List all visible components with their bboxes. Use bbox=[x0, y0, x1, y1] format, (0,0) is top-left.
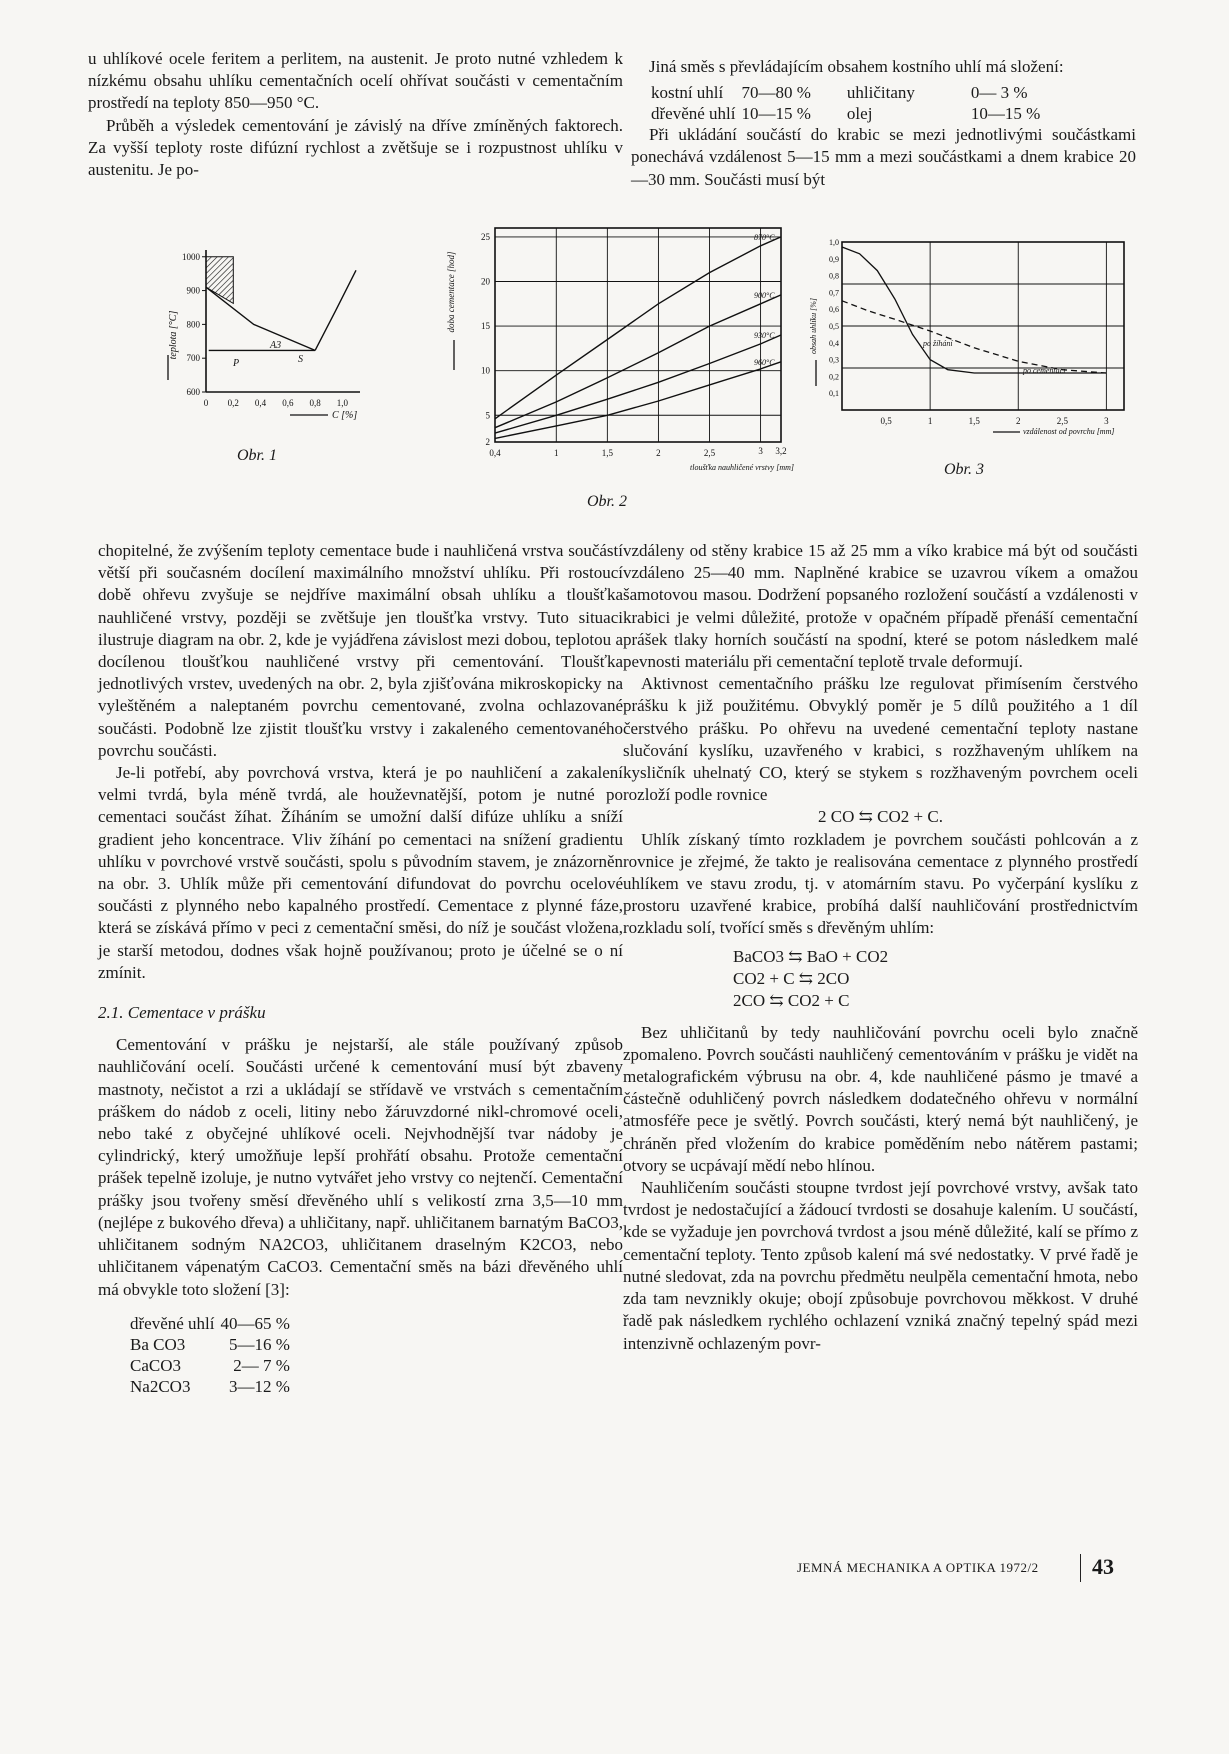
label-s: S bbox=[298, 354, 303, 365]
table-cell: Ba CO3 bbox=[130, 1334, 186, 1354]
hatched-region bbox=[206, 257, 233, 304]
table-cell: 70—80 % bbox=[741, 83, 811, 103]
column-top-left bbox=[88, 48, 623, 181]
column-bottom-left bbox=[98, 540, 623, 1397]
label-a3: A3 bbox=[270, 340, 282, 351]
table-cell: 0— 3 % bbox=[970, 83, 1028, 103]
y-tick-label: 0,7 bbox=[829, 288, 839, 298]
y-tick-label: 0,4 bbox=[829, 338, 839, 348]
table-cell: 3—12 % bbox=[229, 1376, 290, 1396]
column-bottom-right bbox=[623, 540, 1138, 1355]
y-tick-label: 0,8 bbox=[829, 271, 839, 281]
paragraph: Bez uhličitanů by tedy nauhličování povrchu oceli bylo značně zpomaleno. Povrch součásti nauhličený cementováním v prášku je vidět na metalografickém výbrusu na obr. 4, kde nauhličené pásmo je tmavé a částečně oduhličený povrch následkem dodatečného ohřevu v normální atmosféře pece je světlý. Povrch součásti, který nemá být nauhličený, je chráněn před vložením do krabice poměděním nebo nátěrem pastami; otvory se ucpávají mědí nebo hlínou. bbox=[623, 1022, 1138, 1175]
series-line bbox=[842, 247, 1106, 373]
table-cell: 40—65 % bbox=[220, 1313, 290, 1333]
footer-divider bbox=[1080, 1554, 1081, 1582]
paragraph: Při ukládání součástí do krabic se mezi jednotlivými součástkami ponechává vzdálenost 5—15 mm a mezi součástkami a dnem krabice 20—30 mm. Součásti musí být bbox=[631, 125, 1136, 189]
label-p: P bbox=[233, 358, 240, 369]
x-tick-label: 2,5 bbox=[703, 448, 716, 458]
x-axis-label: C [%] bbox=[332, 410, 358, 421]
x-tick-label: 3 bbox=[1104, 416, 1109, 426]
paragraph: Nauhličením součásti stoupne tvrdost její povrchové vrstvy, avšak tato tvrdost je nedostačující a žádoucí tvrdosti se dosahuje kalením. U součástí, kde se vyžaduje jen povrchová tvrdost a jsou méně důležité, kalí se přímo z cementační teploty. Tento způsob kalení má své nedostatky. V prvé řadě je nutné sledovat, zda na povrchu předmětu neulpěla cementační hmota, nebo zda tam nevznikly okuje; obojí způsobuje povrchovou měkkost. V druhé řadě pak následkem rychlého ochlazení vzniká značný tepelný spád mezi intenzivně ochlazeným povr- bbox=[623, 1178, 1138, 1353]
y-tick-label: 0,5 bbox=[829, 322, 839, 331]
y-tick-label: 5 bbox=[485, 410, 490, 421]
figure-2 bbox=[440, 222, 800, 497]
y-tick-label: 900 bbox=[186, 285, 200, 296]
equation: 2CO ⇆ CO2 + C bbox=[733, 990, 850, 1010]
table-cell: dřevěné uhlí bbox=[651, 104, 736, 124]
figure-3-caption: Obr. 3 bbox=[944, 461, 985, 478]
paragraph: Jiná směs s převládajícím obsahem kostního uhlí má složení: bbox=[649, 57, 1064, 76]
x-tick-label: 1 bbox=[927, 416, 933, 426]
x-tick-label: 3 bbox=[758, 446, 763, 456]
x-tick-label: 0 bbox=[203, 398, 209, 408]
table-row bbox=[130, 1376, 296, 1397]
column-top-right bbox=[631, 56, 1136, 191]
y-tick-label: 0,9 bbox=[829, 254, 839, 264]
y-tick-label: 1,0 bbox=[829, 238, 839, 247]
series-label: 900°C bbox=[754, 290, 775, 300]
y-tick-label: 15 bbox=[481, 321, 490, 332]
x-tick-label: 1,0 bbox=[336, 398, 348, 408]
equation-group bbox=[733, 946, 1138, 1012]
y-tick-label: 20 bbox=[481, 276, 490, 287]
x-tick-label: 0,6 bbox=[282, 398, 294, 408]
x-tick-label: 0,5 bbox=[880, 416, 892, 426]
table-row bbox=[651, 103, 1046, 124]
section-heading: 2.1. Cementace v prášku bbox=[98, 1003, 266, 1023]
x-tick-label: 1,5 bbox=[601, 448, 613, 458]
y-tick-label: 0,3 bbox=[829, 355, 839, 365]
x-axis-label: vzdálenost od povrchu [mm] bbox=[1023, 427, 1115, 436]
x-tick-label: 0,4 bbox=[489, 448, 501, 458]
table-row bbox=[130, 1313, 296, 1334]
figure-1 bbox=[160, 240, 370, 445]
figure-3-chart bbox=[808, 236, 1138, 456]
series-line bbox=[495, 237, 781, 419]
paragraph: Je-li potřebí, aby povrchová vrstva, která je po nauhličení a zakalení velmi tvrdá, byla méně tvrdá, ale houževnatější, potom je nutné po cementaci součást žíhat. Žíháním se umožní další difúze uhlíku a sníží gradient jeho koncentrace. Vliv žíhání po cementaci na snížení gradientu uhlíku v povrchové vrstvě součásti, spolu s původním stavem, je znázorněn na obr. 3. Uhlík může při cementování difundovat do povrchu ocelové součásti z plynného nebo kapalného prostředí. Cementace z plynné fáze, která se získává přímo v peci z cementační směsi, do níž je součást vložena, je starší metodou, dodnes však hojně používanou; proto je účelné se o ní zmínit. bbox=[98, 763, 623, 982]
paragraph: Průběh a výsledek cementování je závislý na dříve zmíněných faktorech. Za vyšší teploty roste difúzní rychlost a zvětšuje se i rozpustnost uhlíku v austenitu. Je po- bbox=[88, 115, 623, 180]
equation: BaCO3 ⇆ BaO + CO2 bbox=[733, 946, 889, 966]
x-tick-label: 0,4 bbox=[254, 398, 267, 408]
x-tick-label: 3,2 bbox=[775, 446, 787, 456]
table-cell: kostní uhlí bbox=[651, 83, 724, 103]
figure-3 bbox=[808, 236, 1138, 461]
y-tick-label: 700 bbox=[186, 353, 200, 364]
mixture-table bbox=[130, 1313, 296, 1397]
series-line bbox=[315, 270, 356, 350]
table-row bbox=[130, 1355, 296, 1376]
table-cell: olej bbox=[846, 104, 873, 124]
series-line bbox=[495, 295, 781, 428]
mixture-table bbox=[651, 82, 1046, 124]
series-line bbox=[842, 301, 1106, 373]
y-tick-label: 2 bbox=[485, 437, 490, 447]
table-cell: CaCO3 bbox=[130, 1355, 181, 1375]
x-tick-label: 0,8 bbox=[309, 398, 321, 408]
paragraph: Cementování v prášku je nejstarší, ale stále používaný způsob nauhličování ocelí. Součásti určené k cementování musí být zbaveny mastnoty, nečistot a rzi a ukládají se střídavě ve vrstvách s cementačním práškem do nádob z oceli, litiny nebo žáruvzdorné nikl-chromové oceli, nebo také z obyčejné uhlíkové oceli. Nejvhodnější tvar nádoby je cylindrický, který umožňuje lepší prohřátí obsahu. Protože cementační prášek tepelně izoluje, je nutno vytvářet jeho vrstvy co nejtenčí. Cementační prášky jsou tvořeny směsí dřevěného uhlí s velikostí zrna 3,5—10 mm (nejlépe z bukového dřeva) a uhličitany, např. uhličitanem barnatým BaCO3, uhličitanem sodným NA2CO3, uhličitanem draselným K2CO3, nebo uhličitanem vápenatým CaCO3. Cementační směs na bázi dřevěného uhlí má obvykle toto složení [3]: bbox=[98, 1035, 623, 1299]
y-tick-label: 800 bbox=[186, 319, 200, 330]
x-tick-label: 1 bbox=[554, 448, 559, 458]
equation: 2 CO ⇆ CO2 + C. bbox=[818, 807, 943, 827]
figure-1-chart bbox=[160, 240, 370, 440]
series-label: 870°C bbox=[754, 232, 775, 242]
series-label: 930°C bbox=[754, 331, 775, 340]
y-tick-label: 10 bbox=[481, 365, 490, 376]
table-cell: 5—16 % bbox=[229, 1334, 290, 1354]
table-row bbox=[651, 82, 1046, 103]
figure-2-chart bbox=[440, 222, 800, 492]
series-line bbox=[495, 335, 781, 433]
y-tick-label: 0,2 bbox=[829, 372, 839, 382]
journal-footer: JEMNÁ MECHANIKA A OPTIKA 1972/2 bbox=[797, 1560, 1039, 1575]
page-number: 43 bbox=[1092, 1554, 1114, 1579]
table-cell: 10—15 % bbox=[970, 104, 1041, 124]
y-axis-label: doba cementace [hod] bbox=[446, 251, 456, 333]
table-cell: uhličitany bbox=[846, 83, 915, 103]
x-tick-label: 2 bbox=[1016, 416, 1021, 426]
y-tick-label: 0,6 bbox=[829, 305, 839, 315]
y-axis-label: obsah uhlíku [%] bbox=[809, 298, 818, 354]
figure-1-caption: Obr. 1 bbox=[237, 447, 278, 464]
x-axis-label: tloušťka nauhličené vrstvy [mm] bbox=[690, 463, 794, 472]
table-cell: 2— 7 % bbox=[233, 1355, 290, 1375]
table-row bbox=[130, 1334, 296, 1355]
y-tick-label: 25 bbox=[481, 231, 490, 242]
paragraph: vzdáleny od stěny krabice 15 až 25 mm a víko krabice má být od součásti vzdáleno 25—40 mm. Naplněné krabice se uzavrou víkem a omažou šamotovou masou. Dodržení popsaného rozložení součástí a vzdálenosti v krabici je velmi důležité, protože v opačném případě přenáší cementační prášek tlaky horních součástí na spodní, které se potom následkem malé pevnosti materiálu při cementační teplotě trvale deformují. bbox=[623, 541, 1138, 672]
series-line bbox=[495, 362, 781, 439]
paragraph: Uhlík získaný tímto rozkladem je povrchem součásti pohlcován a z rovnice je zřejmé, že takto je realisována cementace z plynného prostředí uhlíkem ve stavu zrodu, tj. v atomárním stavu. Po vyčerpání kyslíku z prostoru uzavřené krabice, probíhá další nauhličování prostřednictvím rozkladu solí, tvořící směs s dřevěným uhlím: bbox=[623, 829, 1138, 938]
x-tick-label: 2,5 bbox=[1056, 416, 1068, 426]
x-tick-label: 2 bbox=[656, 448, 661, 458]
table-cell: dřevěné uhlí bbox=[130, 1313, 215, 1333]
series-label: 960°C bbox=[754, 357, 775, 367]
paragraph: u uhlíkové ocele feritem a perlitem, na austenit. Je proto nutné vzhledem k nízkému obsahu uhlíku cementačních ocelí ohřívat součásti v cementačním prostředí na teploty 850—950 °C. bbox=[88, 49, 623, 113]
y-tick-label: 0,1 bbox=[829, 389, 839, 399]
x-tick-label: 1,5 bbox=[968, 416, 980, 426]
paragraph: Aktivnost cementačního prášku lze regulovat přimísením čerstvého prášku k již použitému. Obvyklý poměr je 5 dílů použitého a 1 díl čerstvého prášku. Po ohřevu na uvedené cementační teploty nastane slučování kyslíku, uzavřeného v krabici, s rozžhaveným uhlíkem na kysličník uhelnatý CO, který se stykem s rozžhaveným povrchem oceli rozloží podle rovnice bbox=[623, 674, 1138, 805]
series-label-po-zihani: po žíhání bbox=[923, 339, 953, 348]
table-cell: Na2CO3 bbox=[130, 1376, 191, 1396]
x-tick-label: 0,2 bbox=[227, 398, 239, 408]
y-tick-label: 600 bbox=[186, 387, 200, 397]
figure-2-caption: Obr. 2 bbox=[587, 493, 628, 510]
equation: CO2 + C ⇆ 2CO bbox=[733, 968, 850, 988]
series-label-po-cementaci: po cementaci bbox=[1023, 366, 1066, 375]
table-cell: 10—15 % bbox=[741, 104, 811, 124]
paragraph: chopitelné, že zvýšením teploty cementace bude i nauhličená vrstva součástí větší při současném docílení maximálního množství uhlíku. Při rostoucí době ohřevu zvyšuje se nejdříve maximální obsah uhlíku a tloušťka nauhličené vrstvy, později se zvětšuje jen tloušťka vrstvy. Tuto situaci ilustruje diagram na obr. 2, kde je vyjádřena závislost mezi dobou, teplotou a docílenou tloušťkou nauhličené vrstvy při cementování. Tloušťka jednotlivých vrstev, uvedených na obr. 2, byla zjišťována mikroskopicky na vyleštěném a naleptaném povrchu cementované, zvolna ochlazované součásti. Podobně lze zjistit tloušťku vrstvy i zakaleného cementovaného povrchu součásti. bbox=[98, 541, 623, 760]
y-tick-label: 1000 bbox=[182, 251, 200, 262]
y-axis-label: teplota [°C] bbox=[168, 310, 179, 360]
